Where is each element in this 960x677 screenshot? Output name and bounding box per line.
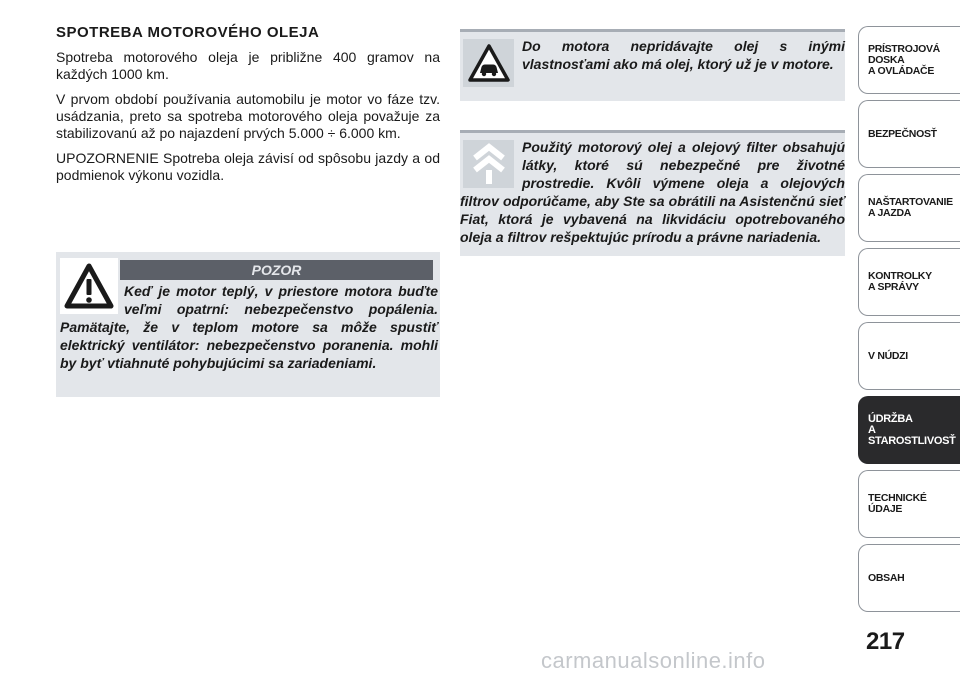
- page-number: 217: [866, 628, 905, 655]
- environment-note: [460, 130, 845, 256]
- tab-nastartovanie[interactable]: NAŠTARTOVANIE A JAZDA: [858, 174, 960, 242]
- warning-text: Keď je motor teplý, v priestore motora buďte veľmi opatrní: nebezpečenstvo popálenia. Pamätajte, že v teplom motore sa môže spustiť elektrický ventilátor: nebezpečenstvo poranenia. mohli by byť vtiahnuté pohybujúcimi sa zariadeniami.: [60, 283, 438, 371]
- note-divider: [460, 130, 845, 133]
- engine-oil-consumption-section: [56, 24, 440, 192]
- tab-pristrojova-doska[interactable]: PRÍSTROJOVÁ DOSKA A OVLÁDAČE: [858, 26, 960, 94]
- tab-bezpecnost[interactable]: BEZPEČNOSŤ: [858, 100, 960, 168]
- environment-text: Použitý motorový olej a olejový filter obsahujú látky, ktoré sú nebezpečné pre životné prostredie. Kvôli výmene oleja a olejových filtrov odporúčame, aby Ste sa obrátili na Asistenčnú sieť Fiat, ktorá je vybavená na likvidáciu opotrebovaného oleja a filtrov rešpektujúc prírodu a právne nariadenia.: [460, 139, 845, 245]
- watermark: carmanualsonline.info: [541, 648, 766, 673]
- section-heading: SPOTREBA MOTOROVÉHO OLEJA: [56, 24, 320, 41]
- note-text-block: [460, 138, 845, 246]
- oil-mixing-text: Do motora nepridávajte olej s inými vlastnosťami ako má olej, ktorý už je v motore.: [522, 38, 845, 72]
- note-divider: [460, 29, 845, 32]
- tab-v-nudzi[interactable]: V NÚDZI: [858, 322, 960, 390]
- warning-text-block: [56, 282, 438, 372]
- chapter-tabs: [858, 26, 960, 618]
- oil-mixing-note: [460, 29, 845, 101]
- consumption-paragraph: Spotreba motorového oleja je približne 400 gramov na každých 1000 km.: [56, 49, 440, 82]
- tab-technicke-udaje[interactable]: TECHNICKÉ ÚDAJE: [858, 470, 960, 538]
- tab-kontrolky[interactable]: KONTROLKY A SPRÁVY: [858, 248, 960, 316]
- tab-obsah[interactable]: OBSAH: [858, 544, 960, 612]
- warning-label: POZOR: [120, 260, 433, 280]
- tab-udrzba[interactable]: ÚDRŽBA A STAROSTLIVOSŤ: [858, 396, 960, 464]
- break-in-paragraph: V prvom období používania automobilu je motor vo fáze tzv. usádzania, preto sa spotreba motorového oleja považuje za stabilizovanú až po najazdení prvých 5.000 ÷ 6.000 km.: [56, 91, 440, 141]
- note-text-block: [460, 37, 845, 91]
- notice-paragraph: UPOZORNENIE Spotreba oleja závisí od spôsobu jazdy a od podmienok výkonu vozidla.: [56, 150, 440, 183]
- warning-box: [56, 252, 440, 397]
